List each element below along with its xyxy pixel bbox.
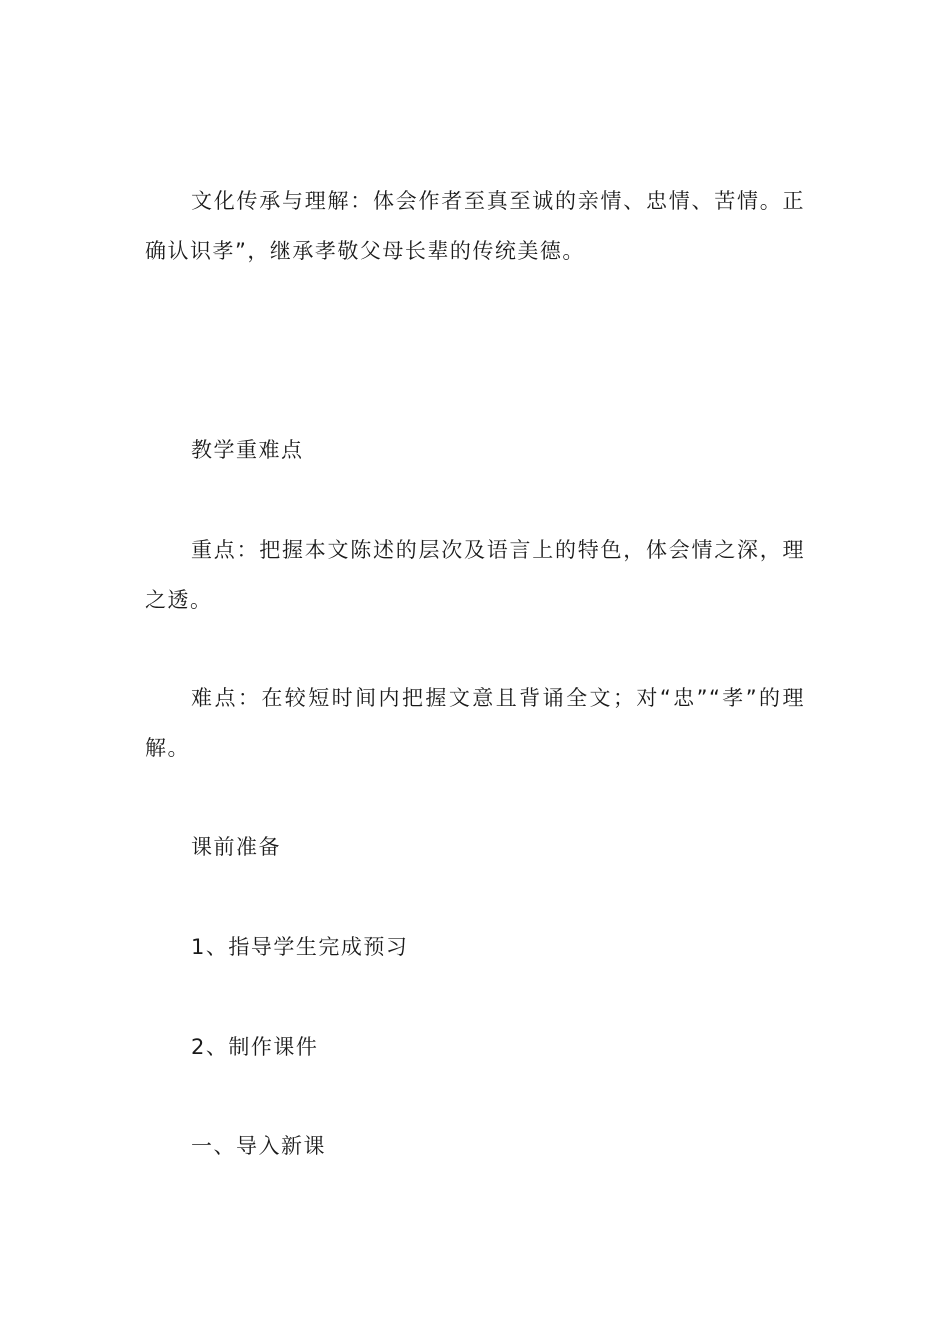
key-points-heading: 教学重难点 bbox=[191, 438, 304, 462]
prep-item-1: 1、指导学生完成预习 bbox=[191, 935, 409, 959]
culture-paragraph: 文化传承与理解：体会作者至真至诚的亲情、忠情、苦情。正确认识孝”，继承孝敬父母长辈的传统美德。 bbox=[145, 189, 805, 263]
difficult-point-paragraph: 难点：在较短时间内把握文意且背诵全文；对“忠”“孝”的理解。 bbox=[145, 686, 805, 760]
prep-item-2: 2、制作课件 bbox=[191, 1035, 319, 1059]
key-point-paragraph: 重点：把握本文陈述的层次及语言上的特色，体会情之深，理之透。 bbox=[145, 538, 805, 612]
section-1-heading: 一、导入新课 bbox=[191, 1134, 326, 1158]
prep-heading: 课前准备 bbox=[191, 835, 281, 859]
